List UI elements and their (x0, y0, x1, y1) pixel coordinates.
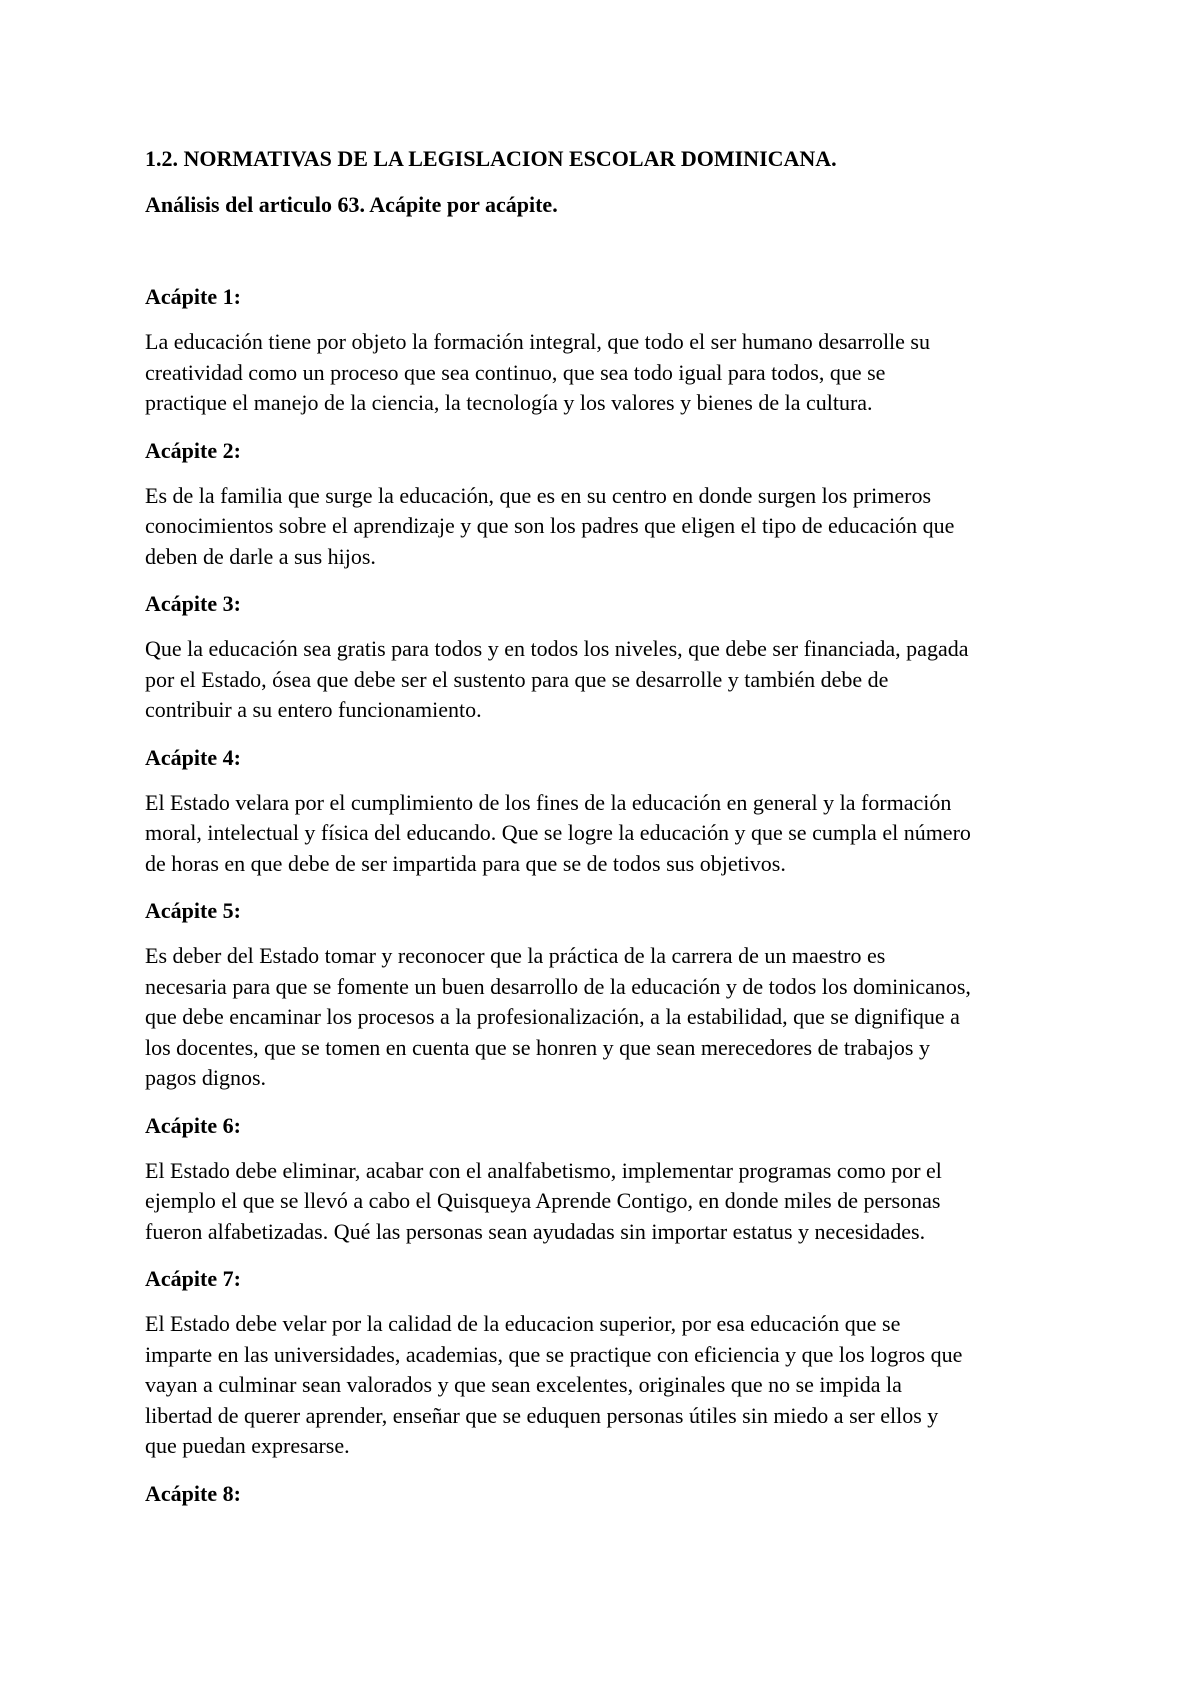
section-heading: Acápite 5: (145, 898, 241, 923)
paragraph-line: contribuir a su entero funcionamiento. (145, 697, 482, 722)
section-acapite-7 (145, 1264, 1085, 1462)
paragraph-line: que debe encaminar los procesos a la profesionalización, a la estabilidad, que se dignifique a (145, 1004, 960, 1029)
document-title: 1.2. NORMATIVAS DE LA LEGISLACION ESCOLAR DOMINICANA. (145, 146, 837, 171)
document-subtitle: Análisis del articulo 63. Acápite por acápite. (145, 192, 558, 217)
document-content (145, 144, 1085, 1509)
section-acapite-8 (145, 1479, 1085, 1509)
section-acapite-5 (145, 896, 1085, 1094)
paragraph-line: necesaria para que se fomente un buen desarrollo de la educación y de todos los dominicanos, (145, 973, 971, 999)
section-heading: Acápite 3: (145, 591, 241, 616)
section-paragraph (145, 788, 1085, 880)
paragraph-line: libertad de querer aprender, enseñar que se eduquen personas útiles sin miedo a ser ellos y (145, 1402, 939, 1428)
paragraph-line: conocimientos sobre el aprendizaje y que son los padres que eligen el tipo de educación que (145, 513, 955, 538)
paragraph-line: pagos dignos. (145, 1065, 266, 1090)
section-paragraph (145, 941, 1085, 1094)
section-paragraph (145, 327, 1085, 419)
section-heading: Acápite 4: (145, 744, 241, 770)
paragraph-line: El Estado debe velar por la calidad de la educacion superior, por esa educación que se (145, 1311, 901, 1336)
paragraph-line: fueron alfabetizadas. Qué las personas sean ayudadas sin importar estatus y necesidades. (145, 1218, 926, 1244)
section-heading: Acápite 2: (145, 437, 241, 463)
section-heading: Acápite 1: (145, 284, 241, 309)
paragraph-line: vayan a culminar sean valorados y que sean excelentes, originales que no se impida la (145, 1372, 902, 1397)
section-heading: Acápite 6: (145, 1112, 241, 1138)
paragraph-line: de horas en que debe de ser impartida para que se de todos sus objetivos. (145, 850, 786, 876)
paragraph-line: practique el manejo de la ciencia, la tecnología y los valores y bienes de la cultura. (145, 390, 873, 415)
paragraph-line: El Estado debe eliminar, acabar con el analfabetismo, implementar programas como por el (145, 1157, 942, 1183)
paragraph-line: El Estado velara por el cumplimiento de los fines de la educación en general y la formación (145, 789, 952, 815)
paragraph-line: los docentes, que se tomen en cuenta que se honren y que sean merecedores de trabajos y (145, 1034, 930, 1060)
section-acapite-2 (145, 436, 1085, 573)
sections-container (145, 282, 1085, 1509)
paragraph-line: Que la educación sea gratis para todos y en todos los niveles, que debe ser financiada, pagada (145, 636, 969, 661)
section-paragraph (145, 481, 1085, 573)
paragraph-line: La educación tiene por objeto la formación integral, que todo el ser humano desarrolle su (145, 329, 930, 354)
section-acapite-4 (145, 743, 1085, 880)
paragraph-line: Es deber del Estado tomar y reconocer que la práctica de la carrera de un maestro es (145, 943, 886, 968)
section-heading: Acápite 8: (145, 1480, 241, 1506)
paragraph-line: deben de darle a sus hijos. (145, 543, 376, 569)
section-acapite-1 (145, 282, 1085, 419)
section-heading: Acápite 7: (145, 1266, 241, 1291)
section-acapite-3 (145, 589, 1085, 726)
section-acapite-6 (145, 1111, 1085, 1248)
paragraph-line: creatividad como un proceso que sea continuo, que sea todo igual para todos, que se (145, 359, 886, 385)
section-paragraph (145, 1309, 1085, 1462)
section-paragraph (145, 634, 1085, 726)
paragraph-line: ejemplo el que se llevó a cabo el Quisqueya Aprende Contigo, en donde miles de personas (145, 1188, 941, 1213)
paragraph-line: Es de la familia que surge la educación, que es en su centro en donde surgen los primeros (145, 482, 932, 508)
paragraph-line: moral, intelectual y física del educando. Que se logre la educación y que se cumpla el número (145, 820, 971, 845)
paragraph-line: por el Estado, ósea que debe ser el sustento para que se desarrolle y también debe de (145, 666, 889, 692)
paragraph-line: que puedan expresarse. (145, 1433, 350, 1458)
section-paragraph (145, 1156, 1085, 1248)
paragraph-line: imparte en las universidades, academias, que se practique con eficiencia y que los logros que (145, 1341, 963, 1367)
